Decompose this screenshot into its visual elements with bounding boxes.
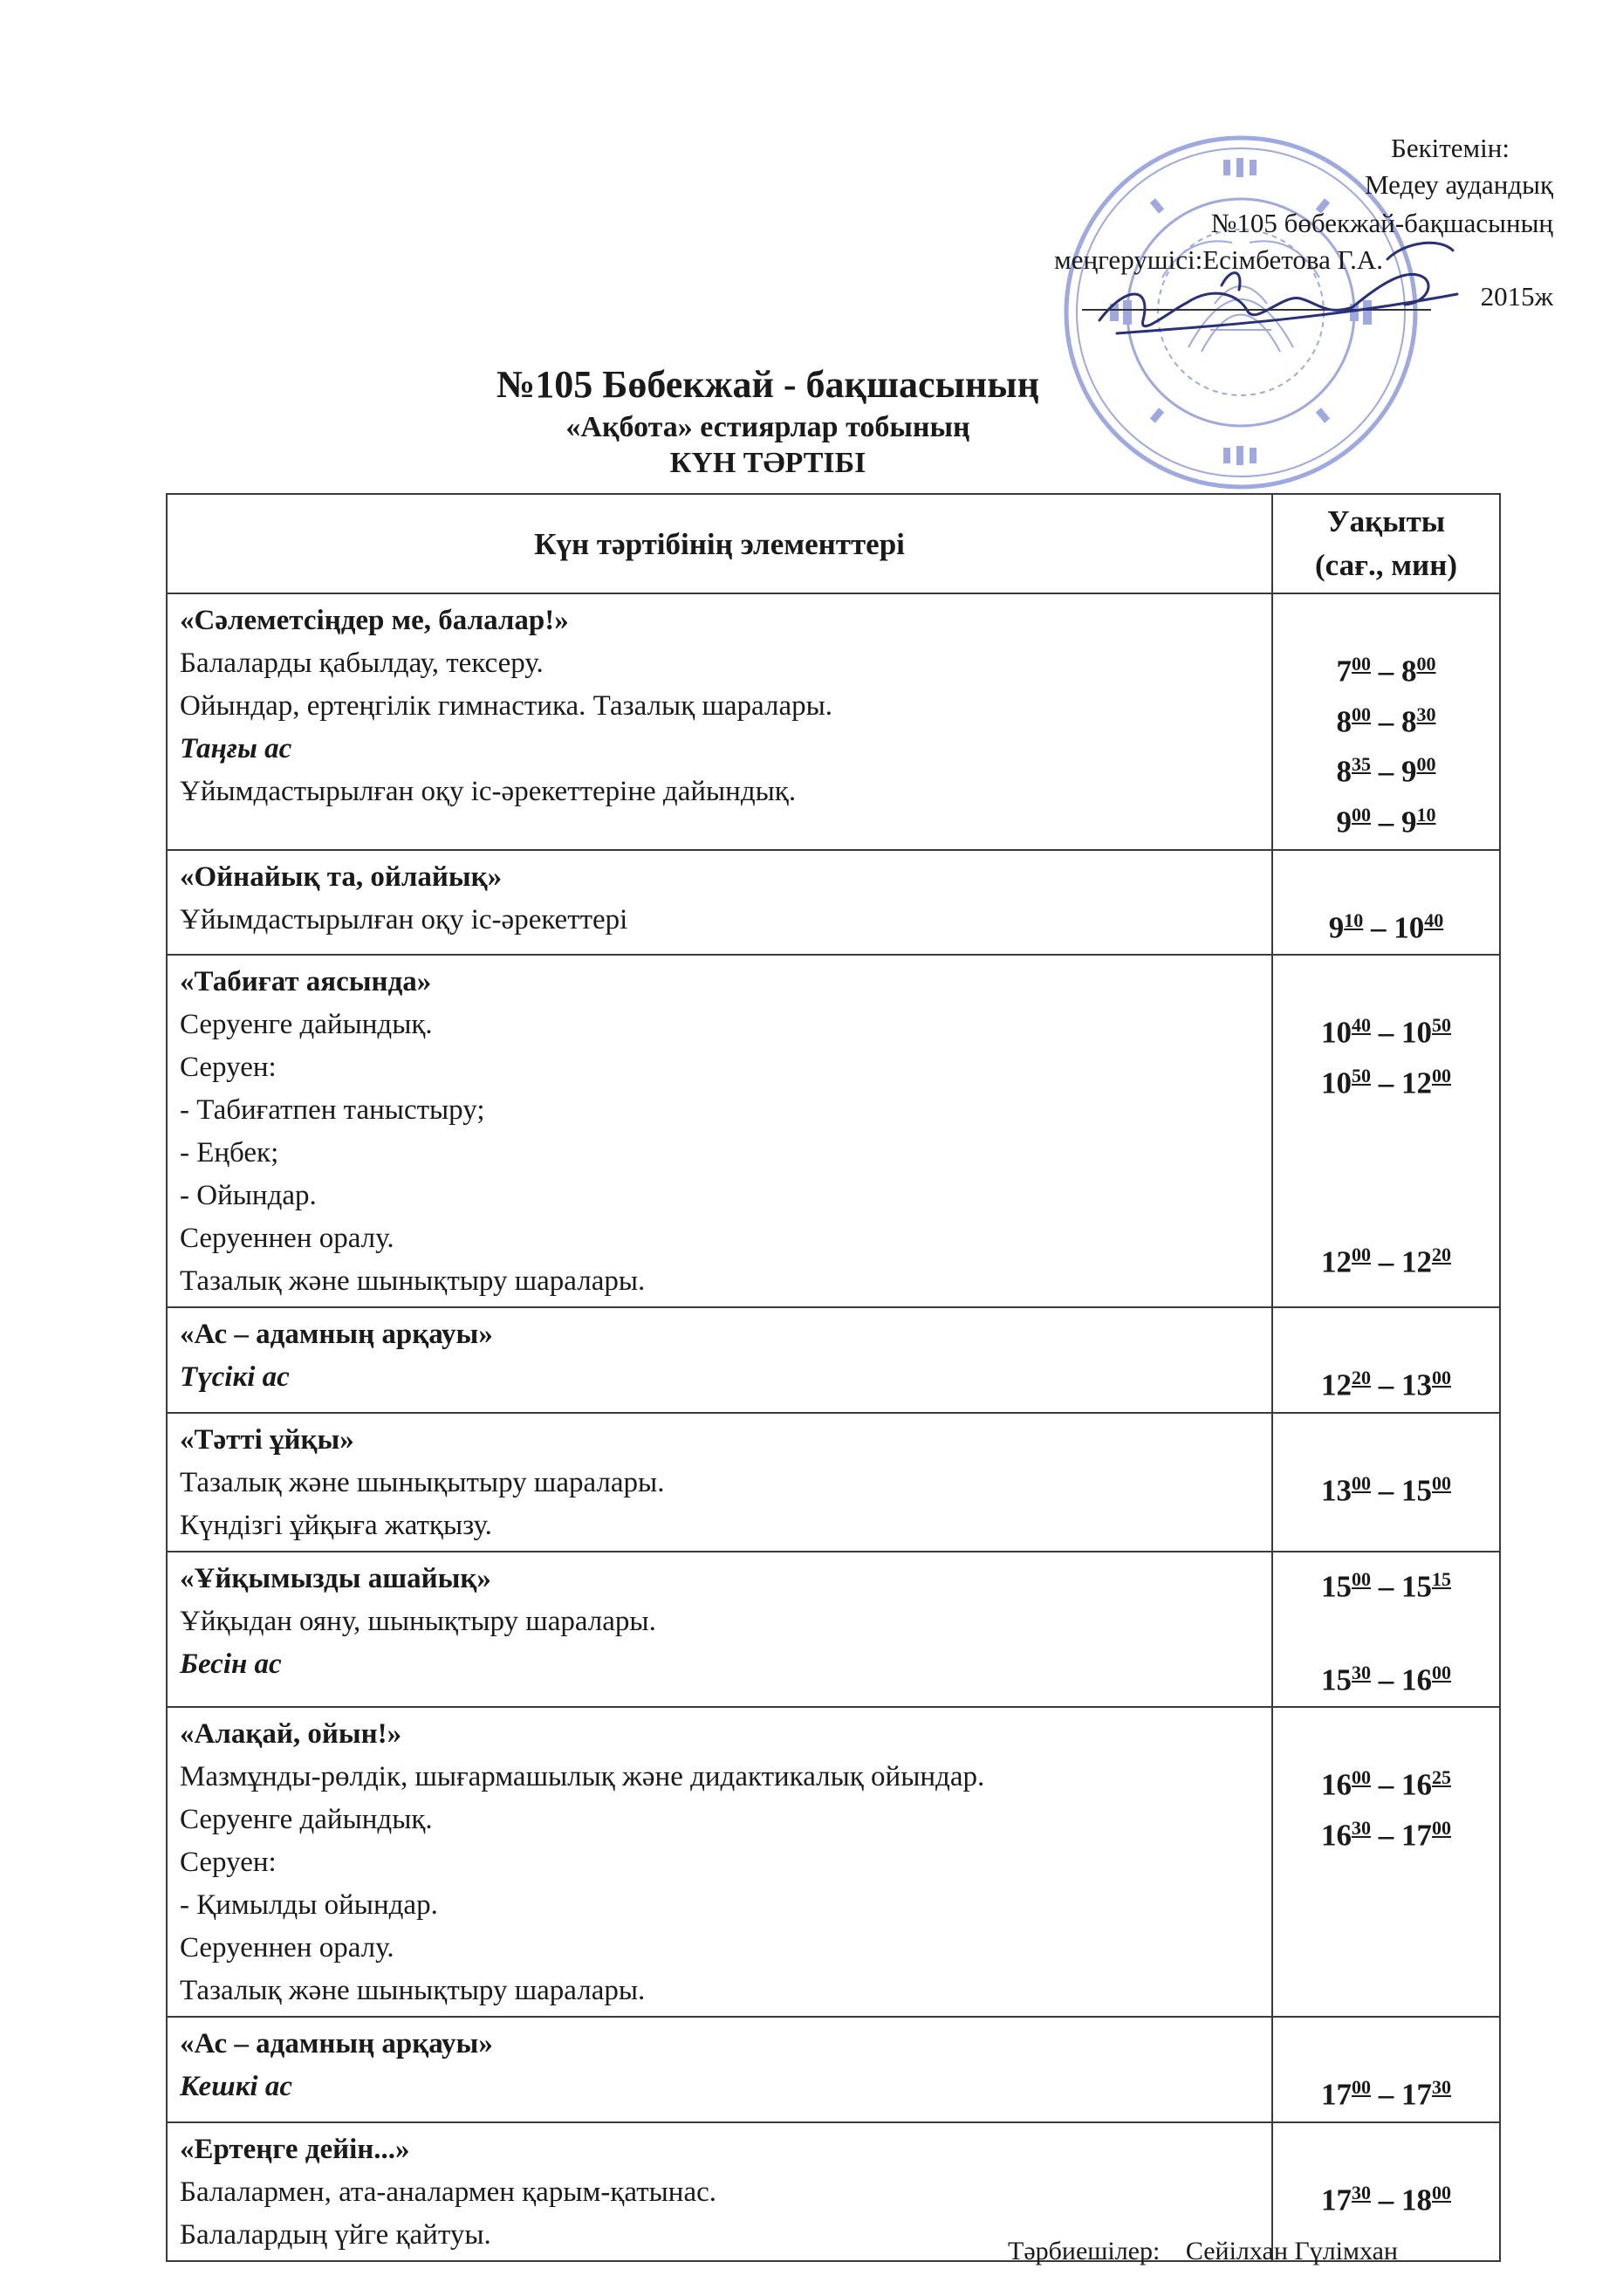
schedule-title: КҮН ТӘРТІБІ bbox=[669, 447, 866, 479]
start-hour: 17 bbox=[1321, 2077, 1352, 2112]
activity-item: - Қимылды ойындар. bbox=[180, 1889, 438, 1922]
start-minutes: 30 bbox=[1352, 2181, 1371, 2203]
start-hour: 16 bbox=[1321, 1818, 1352, 1853]
time-slot bbox=[1277, 1756, 1496, 1806]
time-spacer bbox=[1277, 1148, 1496, 1190]
time-slot bbox=[1277, 1233, 1496, 1284]
start-hour: 10 bbox=[1321, 1015, 1352, 1050]
time-cell bbox=[1272, 955, 1500, 1307]
table-row bbox=[167, 1707, 1500, 2017]
activity-item: Серуенге дайындық. bbox=[180, 1009, 433, 1041]
start-hour: 12 bbox=[1321, 1244, 1352, 1279]
start-hour: 15 bbox=[1321, 1569, 1352, 1604]
end-minutes: 15 bbox=[1432, 1567, 1451, 1590]
table-row bbox=[167, 2017, 1500, 2122]
end-minutes: 00 bbox=[1416, 753, 1436, 776]
start-minutes: 00 bbox=[1352, 2076, 1371, 2099]
column-header-time bbox=[1272, 494, 1500, 593]
end-minutes: 00 bbox=[1416, 653, 1436, 675]
time-slot bbox=[1277, 1558, 1496, 1608]
activity-cell bbox=[167, 1552, 1272, 1707]
time-cell bbox=[1272, 1707, 1500, 2017]
activity-item: Таңғы ас bbox=[180, 733, 292, 764]
activity-item: - Ойындар. bbox=[180, 1180, 317, 1212]
time-separator: – bbox=[1371, 1473, 1401, 1508]
activity-heading: «Ас – адамның арқауы» bbox=[180, 1319, 493, 1351]
end-hour: 15 bbox=[1401, 1569, 1432, 1604]
time-separator: – bbox=[1363, 910, 1394, 945]
start-minutes: 50 bbox=[1352, 1064, 1371, 1086]
activity-item: Серуен: bbox=[180, 1847, 277, 1879]
end-hour: 12 bbox=[1401, 1066, 1432, 1100]
start-minutes: 30 bbox=[1352, 1816, 1371, 1839]
start-minutes: 00 bbox=[1352, 1766, 1371, 1789]
activity-heading: «Ойнайық та, ойлайық» bbox=[180, 860, 503, 893]
table-header-row bbox=[167, 494, 1500, 593]
end-minutes: 00 bbox=[1432, 1471, 1451, 1494]
start-minutes: 00 bbox=[1352, 653, 1371, 675]
end-minutes: 30 bbox=[1416, 703, 1436, 725]
approval-line-3: №105 бөбекжай-бақшасының bbox=[1210, 208, 1553, 238]
time-spacer bbox=[1277, 1313, 1496, 1356]
end-minutes: 00 bbox=[1432, 2181, 1451, 2203]
column-header-time-line2: (сағ., мин) bbox=[1314, 548, 1458, 582]
start-hour: 13 bbox=[1321, 1473, 1352, 1508]
time-separator: – bbox=[1371, 2183, 1401, 2217]
start-hour: 17 bbox=[1321, 2183, 1352, 2217]
approval-line-4: меңгерушісі:Есімбетова Г.А. bbox=[1054, 244, 1383, 275]
column-header-activity: Күн тәртібінің элементтері bbox=[167, 494, 1272, 593]
time-separator: – bbox=[1371, 1569, 1401, 1604]
activity-cell bbox=[167, 2017, 1272, 2122]
start-minutes: 00 bbox=[1352, 1243, 1371, 1265]
time-cell bbox=[1272, 593, 1500, 850]
activity-item: Ойындар, ертеңгілік гимнастика. Тазалық шаралары. bbox=[180, 690, 833, 722]
time-separator: – bbox=[1371, 754, 1401, 789]
activity-cell bbox=[167, 1707, 1272, 2017]
end-hour: 8 bbox=[1401, 654, 1417, 689]
time-slot bbox=[1277, 1651, 1496, 1702]
time-separator: – bbox=[1371, 1662, 1401, 1697]
approval-line-2: Медеу аудандық bbox=[1364, 169, 1553, 200]
start-minutes: 20 bbox=[1352, 1367, 1371, 1389]
activity-item: Күндізгі ұйқыға жатқызу. bbox=[180, 1509, 492, 1541]
table-row bbox=[167, 1413, 1500, 1552]
signature-mark bbox=[1091, 233, 1466, 355]
time-spacer bbox=[1277, 600, 1496, 642]
time-slot bbox=[1277, 2066, 1496, 2116]
end-hour: 15 bbox=[1401, 1473, 1432, 1508]
start-hour: 9 bbox=[1336, 805, 1352, 840]
start-hour: 15 bbox=[1321, 1662, 1352, 1697]
start-hour: 10 bbox=[1321, 1066, 1352, 1100]
approval-year: 2015ж bbox=[1480, 281, 1553, 312]
time-separator: – bbox=[1371, 1367, 1401, 1402]
activity-heading: «Сәлеметсіңдер ме, балалар!» bbox=[180, 605, 569, 636]
footer-label: Тәрбиешілер: bbox=[1008, 2237, 1161, 2265]
approval-block bbox=[960, 133, 1562, 342]
activity-cell bbox=[167, 593, 1272, 850]
end-minutes: 30 bbox=[1432, 2076, 1451, 2099]
time-slot bbox=[1277, 1462, 1496, 1512]
start-minutes: 00 bbox=[1352, 1567, 1371, 1590]
start-minutes: 00 bbox=[1352, 803, 1371, 826]
time-slot bbox=[1277, 1806, 1496, 1857]
table-row bbox=[167, 593, 1500, 850]
time-slot bbox=[1277, 793, 1496, 844]
end-hour: 10 bbox=[1394, 910, 1425, 945]
time-separator: – bbox=[1371, 1015, 1401, 1050]
end-minutes: 20 bbox=[1432, 1243, 1451, 1265]
activity-item: Ұйымдастырылған оқу іс-әрекеттеріне дайындық. bbox=[180, 776, 797, 807]
activity-item: Түсікі ас bbox=[180, 1361, 290, 1394]
table-row bbox=[167, 850, 1500, 956]
time-slot bbox=[1277, 899, 1496, 949]
group-name: «Ақбота» естиярлар тобының bbox=[565, 411, 970, 443]
start-hour: 7 bbox=[1336, 654, 1352, 689]
activity-heading: «Табиғат аясында» bbox=[180, 966, 432, 998]
column-header-time-line1: Уақыты bbox=[1326, 504, 1446, 538]
document-title-block bbox=[332, 362, 1204, 481]
time-spacer bbox=[1277, 1608, 1496, 1651]
time-separator: – bbox=[1371, 2077, 1401, 2112]
end-minutes: 00 bbox=[1432, 1367, 1451, 1389]
activity-item: Бесін ас bbox=[180, 1648, 282, 1680]
activity-item: Серуен: bbox=[180, 1052, 277, 1084]
activity-item: Тазалық және шынықытыру шаралары. bbox=[180, 1466, 665, 1498]
activity-heading: «Тәтті ұйқы» bbox=[180, 1423, 354, 1456]
footer bbox=[1008, 2237, 1417, 2266]
time-separator: – bbox=[1371, 1818, 1401, 1853]
activity-item: Серуеннен оралу. bbox=[180, 1223, 394, 1255]
table-row bbox=[167, 1552, 1500, 1707]
time-cell bbox=[1272, 1307, 1500, 1413]
activity-item: Мазмұнды-рөлдік, шығармашылық және дидактикалық ойындар. bbox=[180, 1761, 985, 1793]
end-hour: 16 bbox=[1401, 1662, 1432, 1697]
end-hour: 13 bbox=[1401, 1367, 1432, 1402]
time-spacer bbox=[1277, 1190, 1496, 1233]
activity-item: Серуенге дайындық. bbox=[180, 1804, 433, 1836]
end-minutes: 40 bbox=[1424, 908, 1444, 931]
schedule-table bbox=[166, 493, 1501, 2262]
activity-item: - Табиғатпен таныстыру; bbox=[180, 1094, 485, 1127]
document-title: №105 Бөбекжай - бақшасының bbox=[496, 363, 1039, 406]
start-minutes: 40 bbox=[1352, 1014, 1371, 1037]
time-separator: – bbox=[1371, 1767, 1401, 1802]
start-hour: 16 bbox=[1321, 1767, 1352, 1802]
activity-item: Ұйқыдан ояну, шынықтыру шаралары. bbox=[180, 1605, 656, 1637]
activity-item: Тазалық және шынықтыру шаралары. bbox=[180, 1975, 646, 2007]
activity-cell bbox=[167, 850, 1272, 956]
end-hour: 8 bbox=[1401, 704, 1417, 739]
start-hour: 12 bbox=[1321, 1367, 1352, 1402]
time-slot bbox=[1277, 1054, 1496, 1105]
table-row bbox=[167, 955, 1500, 1307]
activity-heading: «Ұйқымызды ашайық» bbox=[180, 1562, 491, 1594]
activity-item: Балалардың үйге қайтуы. bbox=[180, 2218, 491, 2251]
time-cell bbox=[1272, 1552, 1500, 1707]
time-spacer bbox=[1277, 2128, 1496, 2171]
activity-cell bbox=[167, 1307, 1272, 1413]
time-slot bbox=[1277, 1356, 1496, 1407]
end-hour: 16 bbox=[1401, 1767, 1432, 1802]
activity-heading: «Алақай, ойын!» bbox=[180, 1718, 402, 1751]
activity-item: Балаларды қабылдау, тексеру. bbox=[180, 648, 544, 679]
table-row bbox=[167, 1307, 1500, 1413]
end-hour: 12 bbox=[1401, 1244, 1432, 1279]
footer-teacher-name: Сейілхан Гүлімхан bbox=[1185, 2237, 1398, 2265]
time-spacer bbox=[1277, 1419, 1496, 1462]
activity-item: Серуеннен оралу. bbox=[180, 1932, 394, 1964]
activity-cell bbox=[167, 955, 1272, 1307]
start-minutes: 30 bbox=[1352, 1661, 1371, 1683]
time-slot bbox=[1277, 2171, 1496, 2222]
end-minutes: 00 bbox=[1432, 1816, 1451, 1839]
start-hour: 9 bbox=[1328, 910, 1345, 945]
activity-cell bbox=[167, 1413, 1272, 1552]
end-hour: 18 bbox=[1401, 2183, 1432, 2217]
time-spacer bbox=[1277, 1105, 1496, 1148]
approval-line-1: Бекітемін: bbox=[1391, 133, 1510, 163]
time-separator: – bbox=[1371, 1066, 1401, 1100]
time-slot bbox=[1277, 642, 1496, 693]
start-minutes: 35 bbox=[1352, 753, 1371, 776]
time-cell bbox=[1272, 2017, 1500, 2122]
activity-item: Ұйымдастырылған оқу іс-әрекеттері bbox=[180, 903, 628, 936]
time-separator: – bbox=[1371, 704, 1401, 739]
end-minutes: 50 bbox=[1432, 1014, 1451, 1037]
time-separator: – bbox=[1371, 1244, 1401, 1279]
time-slot bbox=[1277, 693, 1496, 744]
activity-item: Балалармен, ата-аналармен қарым-қатынас. bbox=[180, 2176, 716, 2208]
end-hour: 9 bbox=[1401, 754, 1417, 789]
time-cell bbox=[1272, 850, 1500, 956]
time-cell bbox=[1272, 1413, 1500, 1552]
time-separator: – bbox=[1371, 654, 1401, 689]
end-minutes: 00 bbox=[1432, 1064, 1451, 1086]
activity-heading: «Ертеңге дейін...» bbox=[180, 2133, 410, 2165]
end-hour: 17 bbox=[1401, 2077, 1432, 2112]
schedule-body bbox=[167, 593, 1500, 2261]
time-slot bbox=[1277, 743, 1496, 793]
end-hour: 17 bbox=[1401, 1818, 1432, 1853]
end-minutes: 00 bbox=[1432, 1661, 1451, 1683]
end-minutes: 25 bbox=[1432, 1766, 1451, 1789]
start-hour: 8 bbox=[1336, 754, 1352, 789]
end-hour: 10 bbox=[1401, 1015, 1432, 1050]
time-spacer bbox=[1277, 2023, 1496, 2066]
activity-item: - Еңбек; bbox=[180, 1137, 279, 1169]
start-minutes: 00 bbox=[1352, 1471, 1371, 1494]
start-minutes: 10 bbox=[1344, 908, 1364, 931]
activity-heading: «Ас – адамның арқауы» bbox=[180, 2028, 493, 2060]
start-minutes: 00 bbox=[1352, 703, 1371, 725]
start-hour: 8 bbox=[1336, 704, 1352, 739]
time-spacer bbox=[1277, 961, 1496, 1004]
activity-item: Тазалық және шынықтыру шаралары. bbox=[180, 1265, 646, 1298]
activity-item: Кешкі ас bbox=[180, 2071, 292, 2103]
end-minutes: 10 bbox=[1416, 803, 1436, 826]
time-spacer bbox=[1277, 1713, 1496, 1756]
time-slot bbox=[1277, 1004, 1496, 1054]
time-spacer bbox=[1277, 856, 1496, 899]
time-separator: – bbox=[1371, 805, 1401, 840]
end-hour: 9 bbox=[1401, 805, 1417, 840]
